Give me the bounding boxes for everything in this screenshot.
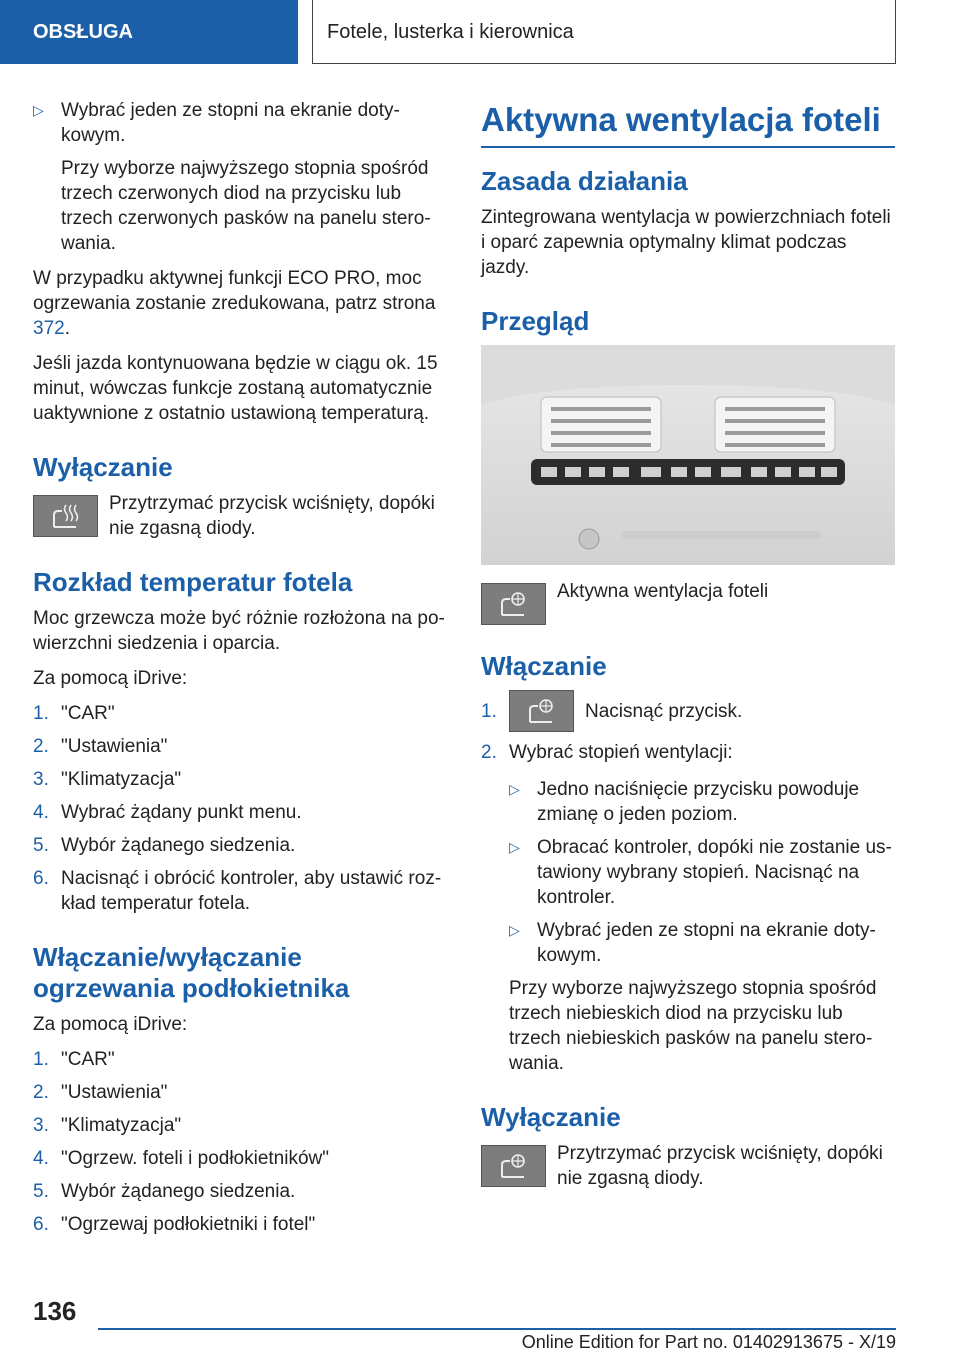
edition-text: Online Edition for Part no. 01402913675 - X/19 (521, 1332, 896, 1352)
led-paragraph: Przy wyborze najwyższego stopnia spośród trzech czerwonych diod na przycisku lub trzech czerwonych pasków na panelu sterowania. (61, 158, 431, 254)
step-number: 2. (481, 742, 497, 763)
step-number: 2. (33, 736, 49, 757)
idrive-steps-1 (33, 701, 447, 916)
off-text: Przytrzymać przycisk wciśnięty, dopóki nie zgasną diody. (109, 493, 435, 539)
step-text: "Ogrzewaj podłokietniki i fotel" (61, 1214, 316, 1235)
page-number: 136 (33, 1296, 77, 1326)
step-number: 1. (33, 703, 49, 724)
bullet-text: Wybrać jeden ze stopni na ekranie dotykowym. (61, 100, 400, 146)
principle-text: Zintegrowana wentylacja w powierzchniach foteli i oparć zapewnia optymalny klimat podczas jazdy. (481, 207, 891, 278)
step-number: 6. (33, 1214, 49, 1235)
list-item (33, 701, 447, 726)
heading-off: Wyłączanie (481, 1102, 621, 1132)
blue-led-paragraph: Przy wyborze najwyższego stopnia spośród trzech niebieskich diod na przycisku lub trzech niebieskich pasków na panelu sterowania. (509, 978, 877, 1074)
heading-principle: Zasada działania (481, 166, 688, 196)
list-item (33, 866, 447, 916)
list-item (33, 1212, 447, 1237)
right-column (481, 100, 895, 1203)
section-tab: OBSŁUGA (0, 0, 298, 64)
eco-paragraph (33, 266, 447, 341)
left-column (33, 98, 447, 1249)
seat-ventilation-button-icon (509, 690, 574, 732)
list-item (33, 1047, 447, 1072)
list-item (33, 734, 447, 759)
list-item (33, 800, 447, 825)
bullet-item (33, 98, 447, 148)
triangle-bullet-icon: ▷ (509, 922, 520, 938)
step-text: Wybrać żądany punkt menu. (61, 802, 302, 823)
list-item (33, 767, 447, 792)
step-number: 6. (33, 868, 49, 889)
triangle-bullet-icon: ▷ (33, 102, 44, 118)
step-number: 4. (33, 1148, 49, 1169)
step-text: Nacisnąć i obrócić kontroler, aby ustawić rozkład temperatur fotela. (61, 868, 442, 914)
drive-paragraph: Jeśli jazda kontynuowana będzie w ciągu ok. 15 minut, wówczas funkcje zostaną automatycznie uaktywnione z ostatnio ustawioną temperaturą. (33, 353, 438, 424)
seat-ventilation-button-icon (481, 1145, 546, 1187)
step-text: "CAR" (61, 703, 115, 724)
heading-overview: Przegląd (481, 306, 590, 336)
idrive-label: Za pomocą iDrive: (33, 668, 188, 689)
bullet-item (509, 918, 895, 968)
step-number: 3. (33, 769, 49, 790)
idrive-label: Za pomocą iDrive: (33, 1014, 188, 1035)
distribution-text: Moc grzewcza może być różnie rozłożona na powierzchni siedzenia i oparcia. (33, 608, 445, 654)
vent-caption: Aktywna wentylacja foteli (557, 581, 769, 602)
footer-divider (98, 1328, 896, 1330)
bullet-item (509, 835, 895, 910)
step-number: 5. (33, 835, 49, 856)
step-text: "Klimatyzacja" (61, 1115, 182, 1136)
step-text: Nacisnąć przycisk. (585, 700, 743, 722)
on-steps (481, 690, 895, 765)
heading-armrest: Włączanie/wyłączanie ogrzewania podłokietnika (33, 942, 350, 1003)
step-text: Wybrać stopień wentylacji: (509, 742, 733, 763)
heading-on: Włączanie (481, 651, 607, 681)
triangle-bullet-icon: ▷ (509, 839, 520, 855)
step-text: Wybór żądanego siedzenia. (61, 835, 296, 856)
bullet-item (509, 777, 895, 827)
heading-distribution: Rozkład temperatur fotela (33, 567, 353, 597)
page-title: Aktywna wentylacja foteli (481, 100, 895, 148)
step-number: 3. (33, 1115, 49, 1136)
seat-ventilation-button-icon (481, 583, 546, 625)
step-number: 5. (33, 1181, 49, 1202)
chapter-title: Fotele, lusterka i kierownica (312, 0, 896, 64)
step-number: 2. (33, 1082, 49, 1103)
heading-off: Wyłączanie (33, 452, 173, 482)
eco-end: . (64, 318, 70, 339)
step-number: 4. (33, 802, 49, 823)
step-number: 1. (33, 1049, 49, 1070)
step-text: "Ogrzew. foteli i podłokietników" (61, 1148, 330, 1169)
step-text: "CAR" (61, 1049, 115, 1070)
off-instruction (33, 491, 447, 541)
step-text: "Ustawienia" (61, 1082, 168, 1103)
off-instruction (481, 1141, 895, 1191)
eco-text: W przypadku aktywnej funkcji ECO PRO, moc ogrzewania zostanie zredukowana, patrz strona (33, 268, 436, 314)
idrive-steps-2 (33, 1047, 447, 1237)
off-text: Przytrzymać przycisk wciśnięty, dopóki nie zgasną diody. (557, 1143, 883, 1189)
sub-bullets (509, 777, 895, 1076)
bullet-text: Wybrać jeden ze stopni na ekranie dotykowym. (537, 920, 876, 966)
list-item (33, 1179, 447, 1204)
triangle-bullet-icon: ▷ (509, 781, 520, 797)
vent-caption-row (481, 579, 895, 625)
bullet-text: Obracać kontroler, dopóki nie zostanie ustawiony wybrany stopień. Nacisnąć na kontroler. (537, 837, 892, 908)
step-number: 1. (481, 700, 497, 722)
list-item (33, 1146, 447, 1171)
list-item (481, 690, 895, 732)
page-link[interactable]: 372 (33, 318, 65, 339)
step-text: Wybór żądanego siedzenia. (61, 1181, 296, 1202)
bullet-text: Jedno naciśnięcie przycisku powoduje zmianę o jeden poziom. (537, 779, 860, 825)
step-text: "Ustawienia" (61, 736, 168, 757)
list-item (481, 740, 895, 765)
step-text: "Klimatyzacja" (61, 769, 182, 790)
list-item (33, 833, 447, 858)
list-item (33, 1113, 447, 1138)
list-item (33, 1080, 447, 1105)
dashboard-vent-photo (481, 345, 895, 565)
seat-heating-button-icon (33, 495, 98, 537)
